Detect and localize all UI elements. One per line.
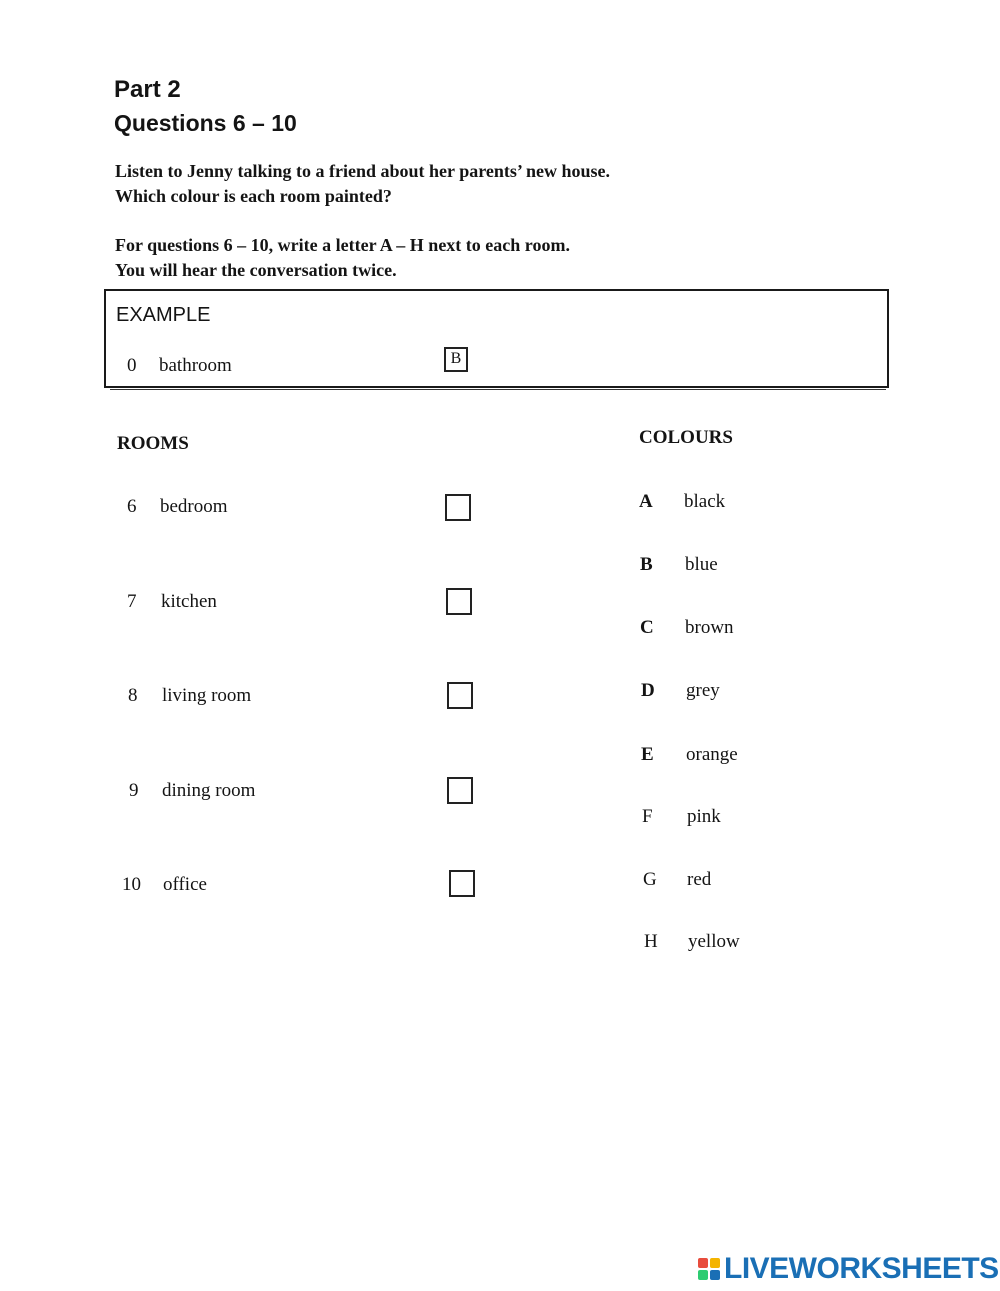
- logo-square-yellow: [710, 1258, 720, 1268]
- example-room: bathroom: [159, 355, 232, 376]
- rooms-heading: ROOMS: [117, 433, 189, 454]
- room-number: 10: [122, 874, 141, 895]
- room-label: dining room: [162, 780, 256, 801]
- colour-name: red: [687, 869, 712, 890]
- room-number: 6: [127, 496, 137, 517]
- example-divider: [110, 389, 886, 390]
- liveworksheets-logo: [698, 1254, 999, 1284]
- room-label: living room: [162, 685, 252, 706]
- colour-name: orange: [686, 744, 738, 765]
- colour-name: pink: [687, 806, 721, 827]
- room-label: bedroom: [160, 496, 228, 517]
- colour-name: blue: [685, 554, 718, 575]
- room-label: office: [163, 874, 207, 895]
- room-label: kitchen: [161, 591, 217, 612]
- answer-box-7[interactable]: [446, 588, 472, 615]
- answer-box-6[interactable]: [445, 494, 471, 521]
- colour-letter: G: [643, 869, 657, 890]
- room-number: 8: [128, 685, 138, 706]
- logo-square-green: [698, 1270, 708, 1280]
- questions-title: Questions 6 – 10: [114, 110, 297, 136]
- room-number: 7: [127, 591, 137, 612]
- liveworksheets-wordmark: LIVEWORKSHEETS: [724, 1252, 999, 1285]
- colour-letter: C: [640, 617, 654, 638]
- instruction-line-4: You will hear the conversation twice.: [115, 260, 397, 280]
- example-number: 0: [127, 355, 137, 376]
- colour-letter: H: [644, 931, 658, 952]
- answer-box-8[interactable]: [447, 682, 473, 709]
- part-title: Part 2: [114, 76, 181, 103]
- colour-letter: F: [642, 806, 653, 827]
- room-number: 9: [129, 780, 139, 801]
- colour-letter: E: [641, 744, 654, 765]
- instruction-line-2: Which colour is each room painted?: [115, 186, 392, 206]
- colours-heading: COLOURS: [639, 427, 733, 448]
- colour-name: grey: [686, 680, 720, 701]
- colour-name: black: [684, 491, 726, 512]
- example-label: EXAMPLE: [116, 304, 211, 326]
- instruction-line-1: Listen to Jenny talking to a friend about her parents’ new house.: [115, 161, 611, 181]
- colour-letter: A: [639, 491, 653, 512]
- logo-square-blue: [710, 1270, 720, 1280]
- answer-box-9[interactable]: [447, 777, 473, 804]
- instruction-line-3: For questions 6 – 10, write a letter A – H next to each room.: [115, 235, 570, 255]
- logo-square-red: [698, 1258, 708, 1268]
- colour-letter: B: [640, 554, 653, 575]
- colour-name: brown: [685, 617, 734, 638]
- colour-name: yellow: [688, 931, 740, 952]
- example-answer-box: B: [444, 347, 468, 372]
- answer-box-10[interactable]: [449, 870, 475, 897]
- liveworksheets-logo-icon: [698, 1258, 720, 1280]
- colour-letter: D: [641, 680, 655, 701]
